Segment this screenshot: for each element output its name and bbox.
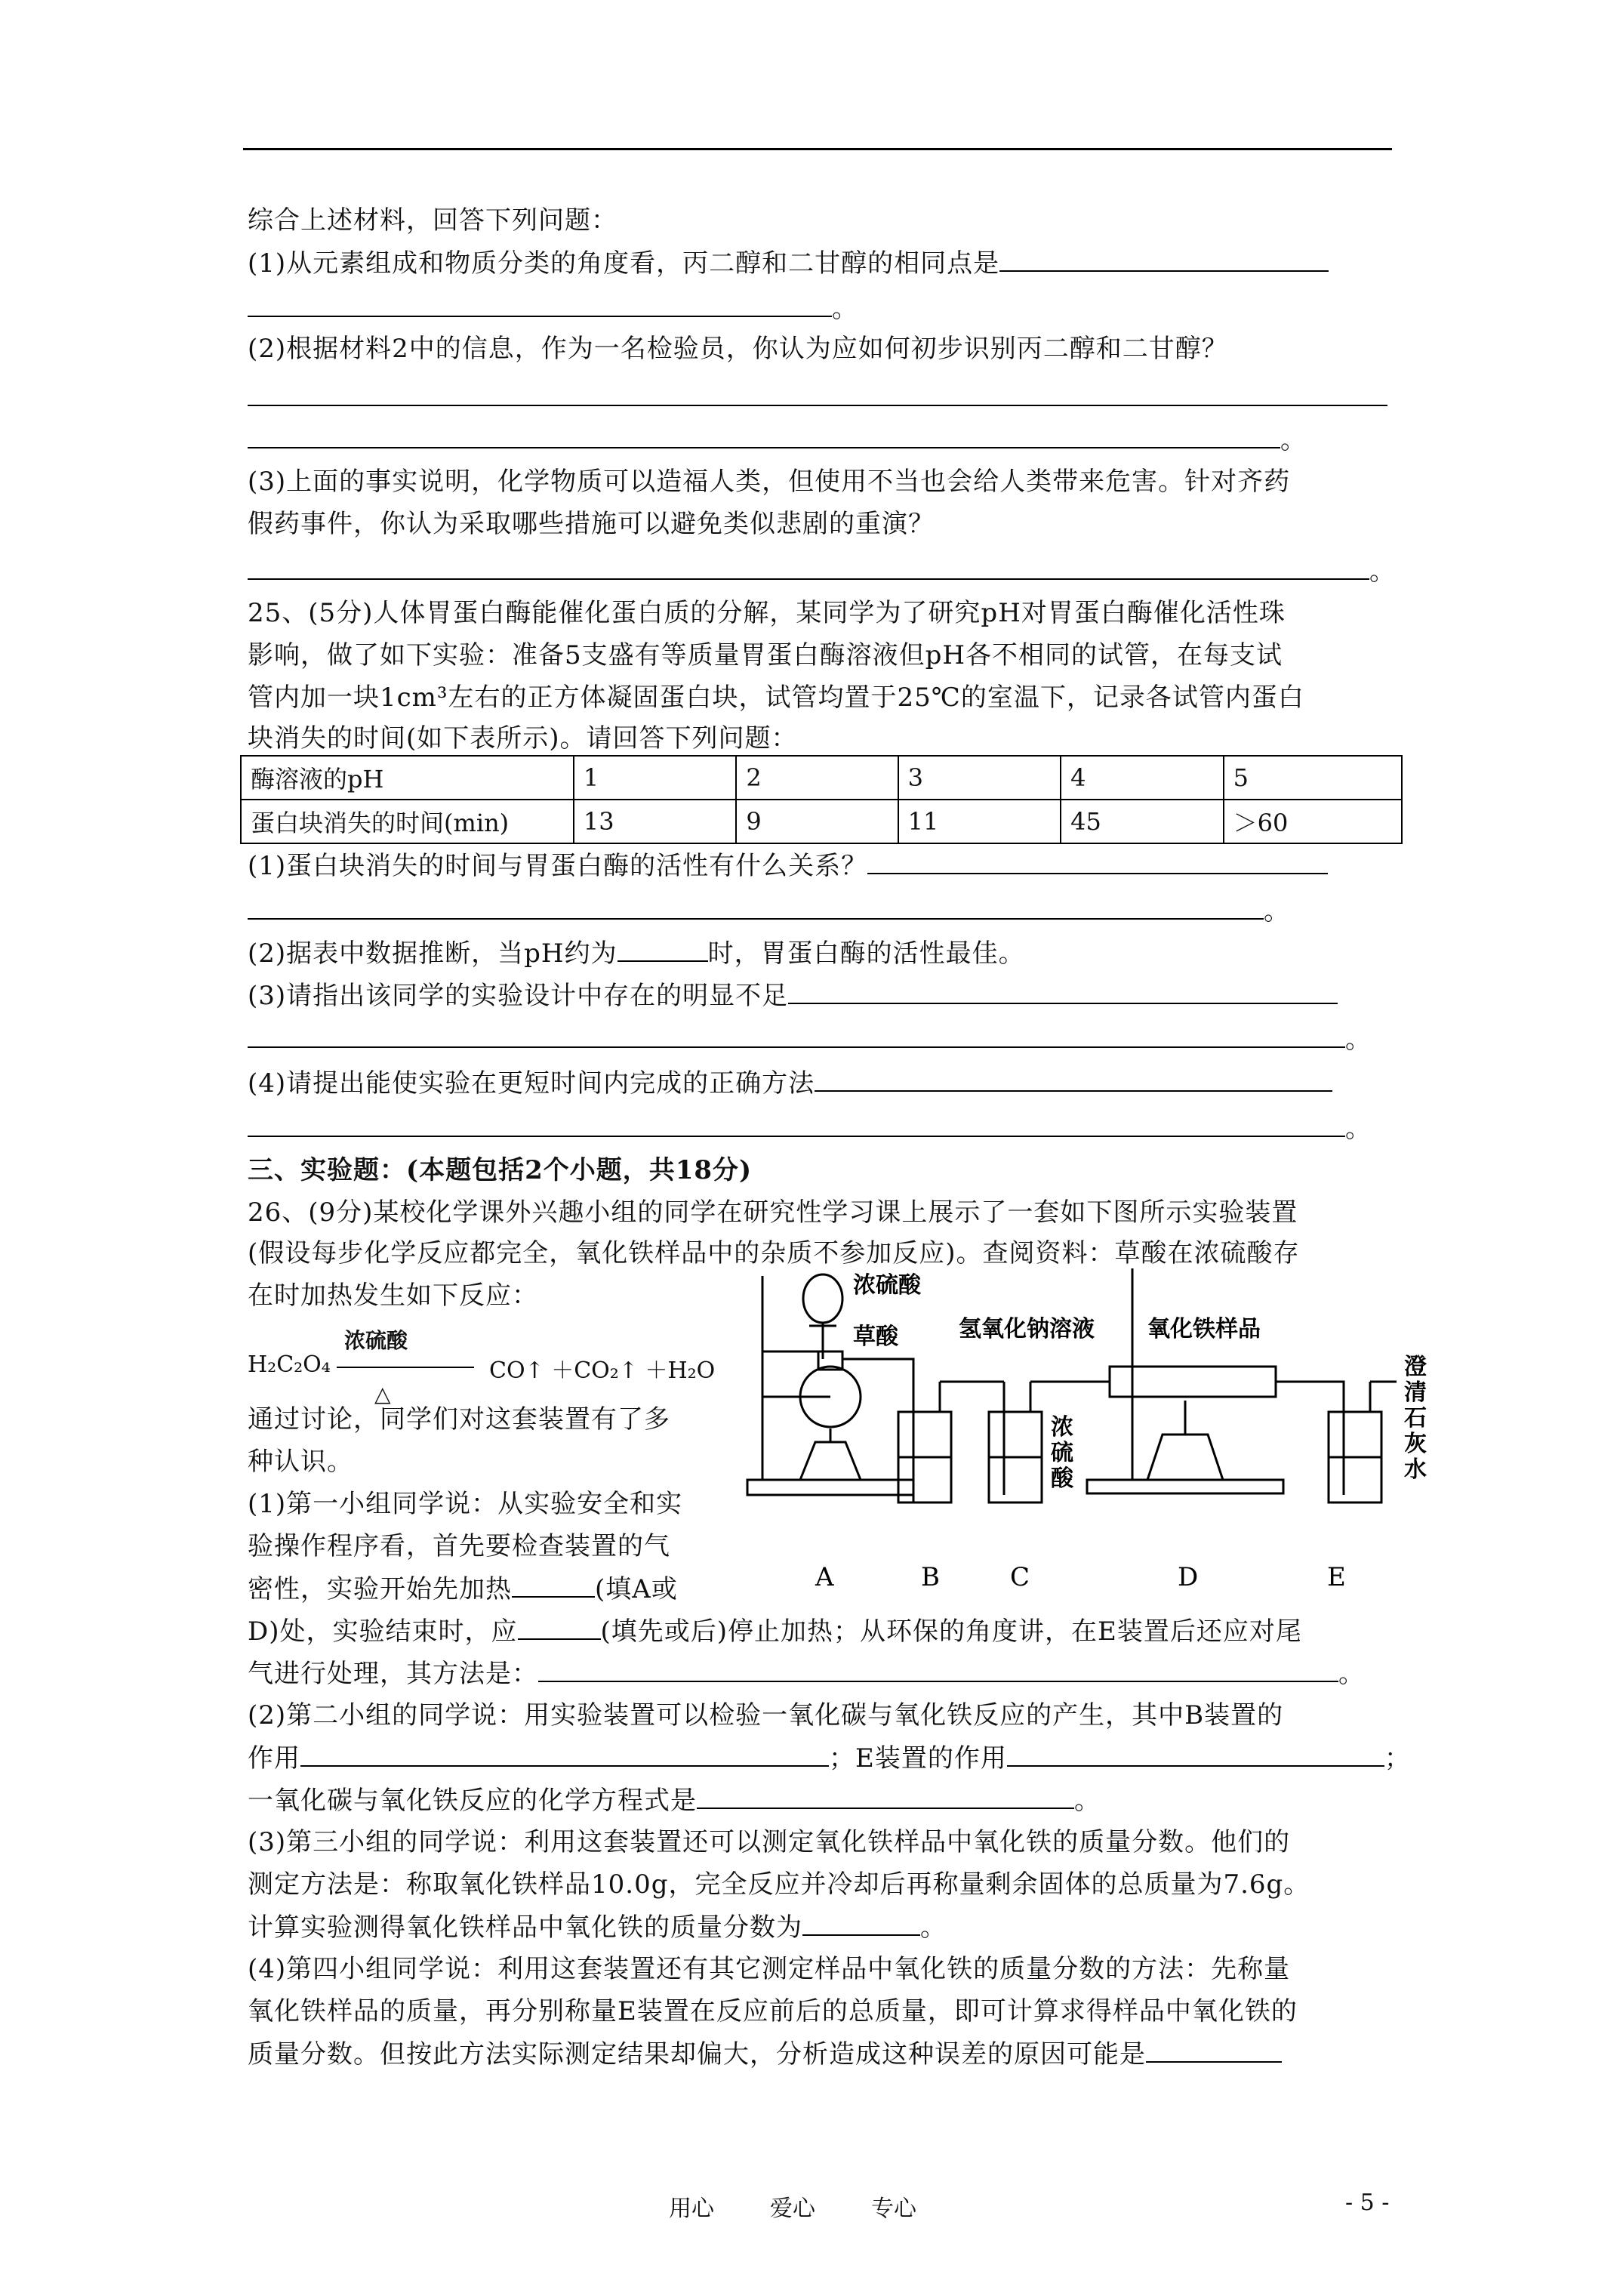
answer-blank[interactable] (697, 1785, 1074, 1809)
section-title: 三、实验题：(本题包括2个小题，共18分) (248, 1155, 753, 1185)
q3-blank-line: 。 (248, 556, 1396, 587)
eq-catalyst: 浓硫酸 (344, 1328, 408, 1353)
q26-line14: (3)第三小组的同学说：利用这套装置还可以测定氧化铁样品中氧化铁的质量分数。他们的 (248, 1827, 1291, 1857)
label-b: B (921, 1562, 940, 1592)
q2-blank-line2: 。 (248, 424, 1307, 455)
label-d: D (1178, 1562, 1199, 1592)
intro-line: 综合上述材料，回答下列问题： (248, 205, 617, 236)
q25-1b: 。 (248, 895, 1290, 926)
stand-base-a (747, 1480, 913, 1495)
eq-reactant: H₂C₂O₄ (248, 1351, 331, 1378)
alcohol-lamp-d (1147, 1435, 1223, 1480)
q3-line: (3)上面的事实说明，化学物质可以造福人类，但使用不当也会给人类带来危害。针对齐药 (248, 467, 1291, 497)
q25-line3: 管内加一块1cm³左右的正方体凝固蛋白块，试管均置于25℃的室温下，记录各试管内蛋白 (248, 683, 1304, 713)
answer-blank[interactable] (248, 895, 1264, 920)
q26-line12: 作用 ；E装置的作用 ； (248, 1743, 1411, 1774)
q26-line19: 质量分数。但按此方法实际测定结果却偏大，分析造成这种误差的原因可能是 (248, 2039, 1282, 2069)
q26-line9: D)处，实验结束时，应 (填先或后)停止加热；从环保的角度讲，在E装置后还应对尾 (248, 1616, 1302, 1647)
q26-line1: 26、(9分)某校化学课外兴趣小组的同学在研究性学习课上展示了一套如下图所示实验装置 (248, 1197, 1298, 1228)
q26-line13: 一氧化碳与氧化铁反应的化学方程式是 。 (248, 1786, 1101, 1816)
label-c: C (1010, 1562, 1030, 1592)
answer-blank[interactable] (867, 850, 1328, 874)
eq-products: CO↑ ＋CO₂↑ ＋H₂O (489, 1358, 716, 1384)
q26-line15: 测定方法是：称取氧化铁样品10.0g，完全反应并冷却后再称量剩余固体的总质量为7.6g。 (248, 1869, 1310, 1900)
q26-line17: (4)第四小组同学说：利用这套装置还有其它测定样品中氧化铁的质量分数的方法：先称量 (248, 1954, 1291, 1984)
q26-line18: 氧化铁样品的质量，再分别称量E装置在反应前后的总质量，即可计算求得样品中氧化铁的 (248, 1996, 1298, 2026)
label-naoh-solution: 氢氧化钠溶液 (959, 1316, 1095, 1342)
answer-blank[interactable] (248, 1113, 1345, 1137)
ph-table (240, 755, 1403, 844)
label-fe2o3-sample: 氧化铁样品 (1147, 1316, 1261, 1342)
q26-line5: 种认识。 (248, 1447, 353, 1477)
q25-4b: 。 (248, 1113, 1372, 1144)
footer-motto-1: 用心 (669, 2196, 714, 2222)
experiment-apparatus-diagram (725, 1253, 1449, 1608)
q26-line11: (2)第二小组的同学说：用实验装置可以检验一氧化碳与氧化铁反应的产生，其中B装置的 (248, 1700, 1284, 1730)
label-a: A (815, 1562, 834, 1592)
svg-text:石: 石 (1404, 1405, 1427, 1432)
label-limewater: 澄 (1404, 1354, 1427, 1380)
page-number: - 5 - (1345, 2190, 1390, 2216)
answer-blank[interactable] (1146, 2039, 1282, 2063)
answer-blank[interactable] (248, 293, 832, 317)
separatory-funnel (803, 1274, 842, 1323)
answer-blank[interactable] (248, 556, 1369, 580)
q2-blank-line (248, 382, 1387, 413)
q25-1: (1)蛋白块消失的时间与胃蛋白酶的活性有什么关系？ (248, 850, 1328, 881)
q25-2: (2)据表中数据推断，当pH约为 时，胃蛋白酶的活性最佳。 (248, 938, 1025, 969)
q25-4: (4)请提出能使实验在更短时间内完成的正确方法 (248, 1068, 1332, 1099)
svg-text:酸: 酸 (1051, 1465, 1073, 1492)
q25-line4: 块消失的时间(如下表所示)。请回答下列问题： (248, 723, 798, 754)
svg-text:清: 清 (1404, 1379, 1427, 1406)
eq-arrow (337, 1367, 474, 1368)
q25-line2: 影响，做了如下实验：准备5支盛有等质量胃蛋白酶溶液但pH各不相同的试管，在每支试 (248, 640, 1283, 670)
q25-3: (3)请指出该同学的实验设计中存在的明显不足 (248, 980, 1338, 1011)
q1-line2: 。 (248, 293, 858, 324)
q26-line6: (1)第一小组同学说：从实验安全和实 (248, 1489, 683, 1519)
q26-line8: 密性，实验开始先加热 (填A或 (248, 1574, 678, 1604)
q25-3b: 。 (248, 1024, 1372, 1055)
q1-text: (1)从元素组成和物质分类的角度看，丙二醇和二甘醇的相同点是 (248, 248, 1000, 279)
q26-line16: 计算实验测得氧化铁样品中氧化铁的质量分数为 。 (248, 1912, 947, 1943)
answer-blank[interactable] (248, 424, 1280, 448)
label-h2so4-top: 浓硫酸 (853, 1272, 921, 1299)
q2-line: (2)根据材料2中的信息，作为一名检验员，你认为应如何初步识别丙二醇和二甘醇？ (248, 334, 1228, 364)
answer-blank[interactable] (248, 1024, 1345, 1048)
header-rule (243, 148, 1392, 150)
answer-blank[interactable] (518, 1616, 601, 1640)
q26-line2: (假设每步化学反应都完全，氧化铁样品中的杂质不参加反应)。查阅资料：草酸在浓硫酸存 (248, 1238, 1300, 1268)
q25-line1: 25、(5分)人体胃蛋白酶能催化蛋白质的分解，某同学为了研究pH对胃蛋白酶催化活性珠 (248, 598, 1286, 628)
answer-blank[interactable] (538, 1658, 1338, 1682)
label-h2so4-side: 浓 (1051, 1414, 1073, 1441)
answer-blank[interactable] (248, 382, 1387, 406)
footer-motto-3: 专心 (871, 2196, 916, 2222)
reaction-equation (248, 1328, 716, 1407)
answer-blank[interactable] (802, 1912, 920, 1936)
label-e: E (1327, 1562, 1346, 1592)
answer-blank[interactable] (300, 1743, 829, 1767)
q26-line3: 在时加热发生如下反应： (248, 1281, 538, 1311)
label-oxalic-acid: 草酸 (853, 1324, 898, 1350)
hard-glass-tube-d (1110, 1367, 1276, 1397)
eq-heat-symbol: △ (374, 1382, 391, 1407)
answer-blank[interactable] (999, 248, 1329, 272)
answer-blank[interactable] (1007, 1743, 1384, 1767)
svg-text:水: 水 (1404, 1456, 1427, 1483)
footer-motto-2: 爱心 (770, 2196, 815, 2222)
answer-blank[interactable] (815, 1068, 1332, 1092)
q3-line2: 假药事件，你认为采取哪些措施可以避免类似悲剧的重演？ (248, 509, 935, 539)
answer-blank[interactable] (617, 938, 708, 962)
stand-base-d (1087, 1480, 1283, 1493)
svg-text:硫: 硫 (1051, 1440, 1073, 1466)
alcohol-lamp-a (800, 1442, 861, 1480)
table-row: 蛋白块消失的时间(min) 13 9 11 45 ＞60 (241, 800, 1402, 843)
q26-line10: 气进行处理，其方法是： 。 (248, 1659, 1365, 1689)
q1-line (248, 248, 1329, 279)
svg-text:灰: 灰 (1404, 1431, 1427, 1457)
answer-blank[interactable] (788, 980, 1338, 1004)
q26-line4: 通过讨论，同学们对这套装置有了多 (248, 1404, 670, 1435)
answer-blank[interactable] (512, 1573, 595, 1598)
q26-line7: 验操作程序看，首先要检查装置的气 (248, 1531, 670, 1561)
table-row: 酶溶液的pH 1 2 3 4 5 (241, 756, 1402, 800)
